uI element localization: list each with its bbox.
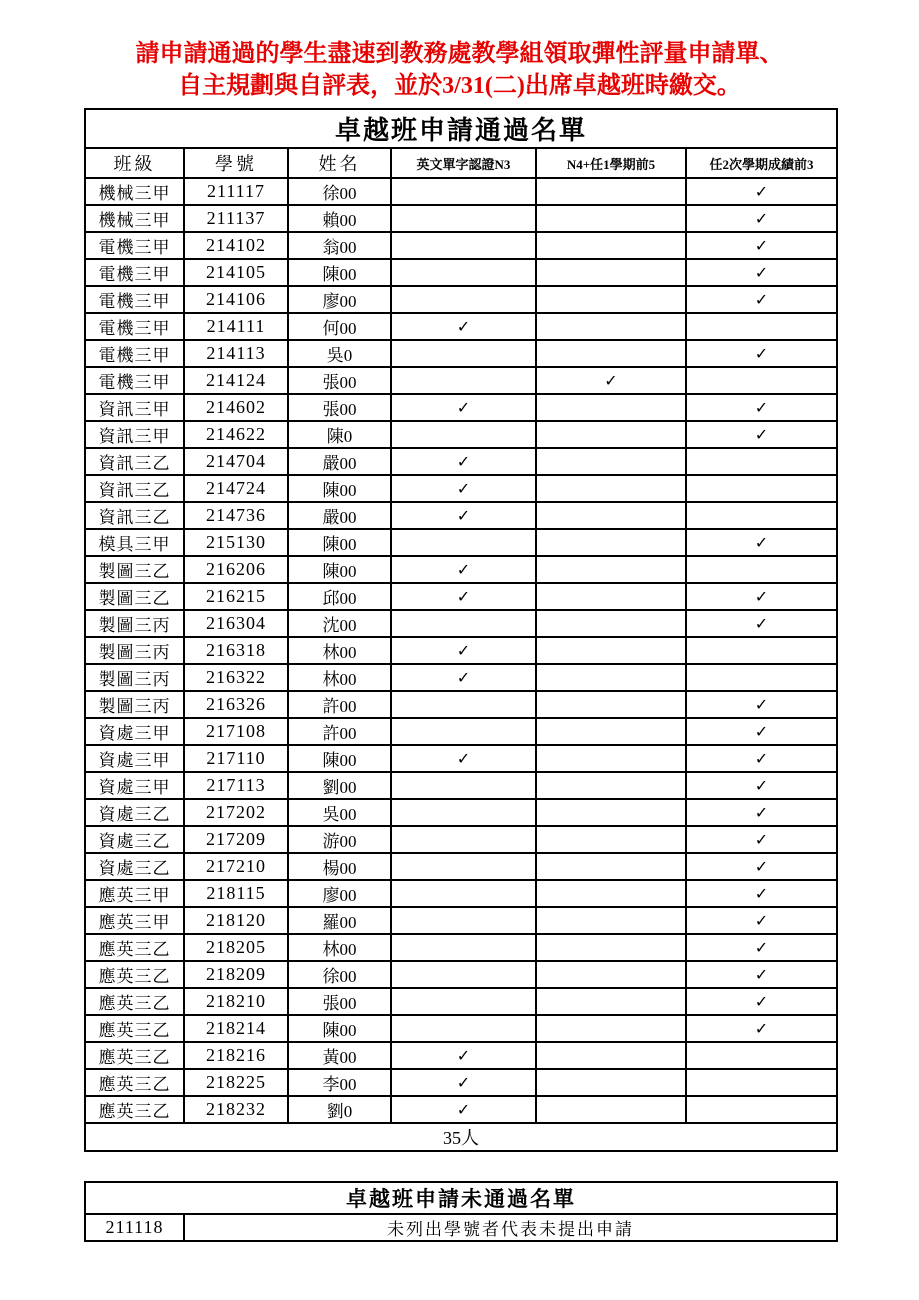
check-cell-n4-top5: ✓ — [536, 367, 686, 394]
check-cell-english-n3: ✓ — [391, 745, 536, 772]
check-cell-english-n3 — [391, 826, 536, 853]
student-id-cell: 218210 — [184, 988, 288, 1015]
check-cell-top3: ✓ — [686, 529, 837, 556]
student-id-cell: 216322 — [184, 664, 288, 691]
check-cell-top3: ✓ — [686, 880, 837, 907]
check-cell-n4-top5 — [536, 826, 686, 853]
check-cell-top3 — [686, 637, 837, 664]
name-cell: 游00 — [288, 826, 391, 853]
check-cell-n4-top5 — [536, 691, 686, 718]
check-cell-top3: ✓ — [686, 259, 837, 286]
name-cell: 陳00 — [288, 745, 391, 772]
check-cell-top3: ✓ — [686, 421, 837, 448]
student-id-cell: 215130 — [184, 529, 288, 556]
notice-line-2: 自主規劃與自評表，並於3/31(二)出席卓越班時繳交。 — [178, 73, 741, 99]
table-row — [85, 313, 837, 340]
check-cell-english-n3 — [391, 1015, 536, 1042]
check-cell-english-n3: ✓ — [391, 1042, 536, 1069]
table-row — [85, 826, 837, 853]
table-row — [85, 367, 837, 394]
table-row — [85, 286, 837, 313]
class-cell: 電機三甲 — [85, 367, 184, 394]
check-cell-english-n3 — [391, 772, 536, 799]
check-cell-top3: ✓ — [686, 205, 837, 232]
name-cell: 陳00 — [288, 259, 391, 286]
table-row — [85, 583, 837, 610]
student-id-cell: 217202 — [184, 799, 288, 826]
check-cell-n4-top5 — [536, 556, 686, 583]
student-id-cell: 218225 — [184, 1069, 288, 1096]
table-row — [85, 556, 837, 583]
check-cell-english-n3 — [391, 367, 536, 394]
table-row — [85, 475, 837, 502]
class-cell: 資訊三甲 — [85, 394, 184, 421]
check-cell-n4-top5 — [536, 772, 686, 799]
total-row — [85, 1123, 837, 1151]
check-cell-top3: ✓ — [686, 286, 837, 313]
student-id-cell: 217113 — [184, 772, 288, 799]
class-cell: 資訊三乙 — [85, 502, 184, 529]
check-cell-n4-top5 — [536, 934, 686, 961]
check-cell-top3 — [686, 664, 837, 691]
check-cell-n4-top5 — [536, 907, 686, 934]
check-cell-top3 — [686, 313, 837, 340]
check-cell-english-n3: ✓ — [391, 313, 536, 340]
name-cell: 林00 — [288, 664, 391, 691]
name-cell: 羅00 — [288, 907, 391, 934]
check-cell-top3 — [686, 556, 837, 583]
check-cell-english-n3 — [391, 880, 536, 907]
name-cell: 張00 — [288, 394, 391, 421]
class-cell: 應英三乙 — [85, 1015, 184, 1042]
class-cell: 電機三甲 — [85, 232, 184, 259]
student-id-cell: 217108 — [184, 718, 288, 745]
table-title-row — [85, 109, 837, 148]
name-cell: 嚴00 — [288, 502, 391, 529]
name-cell: 吳00 — [288, 799, 391, 826]
student-id-cell: 211137 — [184, 205, 288, 232]
check-cell-english-n3: ✓ — [391, 556, 536, 583]
student-id-cell: 218120 — [184, 907, 288, 934]
rejected-table-title-row — [85, 1182, 837, 1214]
check-cell-english-n3 — [391, 961, 536, 988]
check-cell-english-n3 — [391, 988, 536, 1015]
check-cell-top3: ✓ — [686, 961, 837, 988]
class-cell: 資訊三乙 — [85, 475, 184, 502]
table-row — [85, 745, 837, 772]
check-cell-top3: ✓ — [686, 826, 837, 853]
student-id-cell: 218232 — [184, 1096, 288, 1123]
table-row — [85, 664, 837, 691]
table-row — [85, 961, 837, 988]
check-cell-top3 — [686, 1096, 837, 1123]
name-cell: 楊00 — [288, 853, 391, 880]
table-row — [85, 907, 837, 934]
check-cell-top3 — [686, 502, 837, 529]
check-cell-english-n3: ✓ — [391, 448, 536, 475]
name-cell: 陳00 — [288, 529, 391, 556]
check-cell-n4-top5 — [536, 313, 686, 340]
table-row — [85, 988, 837, 1015]
check-cell-english-n3: ✓ — [391, 664, 536, 691]
notice-line-1: 請申請通過的學生盡速到教務處教學組領取彈性評量申請單、 — [135, 41, 784, 67]
class-cell: 資訊三甲 — [85, 421, 184, 448]
class-cell: 應英三甲 — [85, 880, 184, 907]
table-row — [85, 637, 837, 664]
check-cell-top3 — [686, 367, 837, 394]
name-cell: 嚴00 — [288, 448, 391, 475]
name-cell: 許00 — [288, 718, 391, 745]
column-header-row — [85, 148, 837, 178]
name-cell: 林00 — [288, 637, 391, 664]
table-row — [85, 772, 837, 799]
student-id-cell: 216206 — [184, 556, 288, 583]
name-cell: 陳0 — [288, 421, 391, 448]
class-cell: 應英三乙 — [85, 1069, 184, 1096]
table-row — [85, 178, 837, 205]
table-row — [85, 880, 837, 907]
name-cell: 黃00 — [288, 1042, 391, 1069]
student-id-cell: 218216 — [184, 1042, 288, 1069]
name-cell: 徐00 — [288, 178, 391, 205]
student-id-cell: 214602 — [184, 394, 288, 421]
student-id-cell: 216318 — [184, 637, 288, 664]
column-header-english-n3: 英文單字認證N3 — [391, 148, 536, 178]
student-id-cell: 214102 — [184, 232, 288, 259]
student-id-cell: 214736 — [184, 502, 288, 529]
check-cell-n4-top5 — [536, 961, 686, 988]
class-cell: 機械三甲 — [85, 205, 184, 232]
check-cell-top3: ✓ — [686, 583, 837, 610]
column-header-name: 姓名 — [288, 148, 391, 178]
rejected-table-row — [85, 1214, 837, 1241]
check-cell-top3: ✓ — [686, 691, 837, 718]
check-cell-english-n3 — [391, 718, 536, 745]
check-cell-n4-top5 — [536, 718, 686, 745]
table-row — [85, 610, 837, 637]
column-header-n4-top5: N4+任1學期前5 — [536, 148, 686, 178]
student-id-cell: 214105 — [184, 259, 288, 286]
check-cell-top3: ✓ — [686, 988, 837, 1015]
class-cell: 電機三甲 — [85, 313, 184, 340]
table-row — [85, 394, 837, 421]
check-cell-top3: ✓ — [686, 799, 837, 826]
check-cell-n4-top5 — [536, 1069, 686, 1096]
name-cell: 翁00 — [288, 232, 391, 259]
check-cell-n4-top5 — [536, 178, 686, 205]
student-id-cell: 214724 — [184, 475, 288, 502]
column-header-top3: 任2次學期成績前3 — [686, 148, 837, 178]
name-cell: 林00 — [288, 934, 391, 961]
class-cell: 製圖三乙 — [85, 583, 184, 610]
check-cell-english-n3: ✓ — [391, 475, 536, 502]
check-cell-top3: ✓ — [686, 718, 837, 745]
rejected-table-title: 卓越班申請未通過名單 — [85, 1182, 837, 1214]
class-cell: 資處三甲 — [85, 718, 184, 745]
table-row — [85, 799, 837, 826]
check-cell-n4-top5 — [536, 340, 686, 367]
check-cell-english-n3 — [391, 691, 536, 718]
name-cell: 吳0 — [288, 340, 391, 367]
class-cell: 製圖三丙 — [85, 664, 184, 691]
check-cell-top3: ✓ — [686, 772, 837, 799]
check-cell-n4-top5 — [536, 988, 686, 1015]
class-cell: 應英三乙 — [85, 1096, 184, 1123]
table-row — [85, 718, 837, 745]
class-cell: 電機三甲 — [85, 259, 184, 286]
check-cell-english-n3 — [391, 178, 536, 205]
check-cell-top3: ✓ — [686, 394, 837, 421]
name-cell: 陳00 — [288, 556, 391, 583]
check-cell-top3: ✓ — [686, 178, 837, 205]
rejected-list-table — [84, 1181, 838, 1242]
column-header-class: 班級 — [85, 148, 184, 178]
table-row — [85, 448, 837, 475]
check-cell-english-n3 — [391, 232, 536, 259]
check-cell-n4-top5 — [536, 637, 686, 664]
name-cell: 許00 — [288, 691, 391, 718]
check-cell-n4-top5 — [536, 529, 686, 556]
student-id-cell: 216215 — [184, 583, 288, 610]
table-row — [85, 691, 837, 718]
check-cell-top3: ✓ — [686, 934, 837, 961]
check-cell-english-n3 — [391, 286, 536, 313]
student-id-cell: 216326 — [184, 691, 288, 718]
check-cell-n4-top5 — [536, 448, 686, 475]
class-cell: 機械三甲 — [85, 178, 184, 205]
check-cell-n4-top5 — [536, 475, 686, 502]
class-cell: 應英三乙 — [85, 988, 184, 1015]
name-cell: 沈00 — [288, 610, 391, 637]
table-row — [85, 1096, 837, 1123]
class-cell: 電機三甲 — [85, 340, 184, 367]
class-cell: 資處三乙 — [85, 826, 184, 853]
check-cell-english-n3: ✓ — [391, 1069, 536, 1096]
name-cell: 賴00 — [288, 205, 391, 232]
check-cell-english-n3 — [391, 340, 536, 367]
student-id-cell: 217209 — [184, 826, 288, 853]
check-cell-top3: ✓ — [686, 853, 837, 880]
check-cell-english-n3 — [391, 799, 536, 826]
class-cell: 資處三乙 — [85, 853, 184, 880]
check-cell-top3 — [686, 1042, 837, 1069]
check-cell-top3 — [686, 1069, 837, 1096]
approved-table-body — [85, 178, 837, 1123]
check-cell-english-n3 — [391, 421, 536, 448]
table-row — [85, 259, 837, 286]
table-row — [85, 934, 837, 961]
check-cell-n4-top5 — [536, 205, 686, 232]
check-cell-english-n3 — [391, 610, 536, 637]
table-row — [85, 1042, 837, 1069]
class-cell: 資處三甲 — [85, 745, 184, 772]
table-row — [85, 853, 837, 880]
student-id-cell: 218205 — [184, 934, 288, 961]
class-cell: 製圖三丙 — [85, 691, 184, 718]
column-header-student-id: 學號 — [184, 148, 288, 178]
check-cell-top3: ✓ — [686, 1015, 837, 1042]
name-cell: 廖00 — [288, 286, 391, 313]
name-cell: 陳00 — [288, 475, 391, 502]
name-cell: 徐00 — [288, 961, 391, 988]
check-cell-n4-top5 — [536, 799, 686, 826]
check-cell-top3: ✓ — [686, 340, 837, 367]
check-cell-english-n3 — [391, 205, 536, 232]
check-cell-english-n3: ✓ — [391, 1096, 536, 1123]
student-id-cell: 214113 — [184, 340, 288, 367]
name-cell: 李00 — [288, 1069, 391, 1096]
rejected-student-id: 211118 — [85, 1214, 184, 1241]
approved-list-table — [84, 108, 838, 1152]
class-cell: 應英三乙 — [85, 934, 184, 961]
check-cell-n4-top5 — [536, 583, 686, 610]
student-id-cell: 217110 — [184, 745, 288, 772]
approved-table-title: 卓越班申請通過名單 — [85, 109, 837, 148]
check-cell-n4-top5 — [536, 421, 686, 448]
check-cell-n4-top5 — [536, 1015, 686, 1042]
check-cell-n4-top5 — [536, 286, 686, 313]
check-cell-english-n3 — [391, 934, 536, 961]
table-row — [85, 340, 837, 367]
student-id-cell: 218214 — [184, 1015, 288, 1042]
check-cell-english-n3: ✓ — [391, 637, 536, 664]
student-id-cell: 214704 — [184, 448, 288, 475]
class-cell: 資訊三乙 — [85, 448, 184, 475]
class-cell: 模具三甲 — [85, 529, 184, 556]
student-id-cell: 218209 — [184, 961, 288, 988]
check-cell-n4-top5 — [536, 853, 686, 880]
table-row — [85, 421, 837, 448]
student-id-cell: 211117 — [184, 178, 288, 205]
check-cell-top3: ✓ — [686, 232, 837, 259]
name-cell: 張00 — [288, 367, 391, 394]
name-cell: 劉00 — [288, 772, 391, 799]
student-id-cell: 216304 — [184, 610, 288, 637]
name-cell: 陳00 — [288, 1015, 391, 1042]
check-cell-english-n3 — [391, 907, 536, 934]
class-cell: 資處三甲 — [85, 772, 184, 799]
notice-text — [0, 38, 919, 102]
class-cell: 製圖三丙 — [85, 637, 184, 664]
total-count: 35人 — [85, 1123, 837, 1151]
check-cell-english-n3 — [391, 853, 536, 880]
check-cell-top3 — [686, 448, 837, 475]
check-cell-english-n3: ✓ — [391, 394, 536, 421]
check-cell-english-n3 — [391, 529, 536, 556]
check-cell-n4-top5 — [536, 502, 686, 529]
class-cell: 製圖三丙 — [85, 610, 184, 637]
table-row — [85, 205, 837, 232]
check-cell-n4-top5 — [536, 664, 686, 691]
class-cell: 電機三甲 — [85, 286, 184, 313]
check-cell-english-n3: ✓ — [391, 502, 536, 529]
check-cell-top3: ✓ — [686, 745, 837, 772]
class-cell: 製圖三乙 — [85, 556, 184, 583]
name-cell: 劉0 — [288, 1096, 391, 1123]
student-id-cell: 214124 — [184, 367, 288, 394]
class-cell: 應英三乙 — [85, 1042, 184, 1069]
class-cell: 應英三甲 — [85, 907, 184, 934]
name-cell: 何00 — [288, 313, 391, 340]
check-cell-n4-top5 — [536, 259, 686, 286]
class-cell: 資處三乙 — [85, 799, 184, 826]
table-row — [85, 502, 837, 529]
name-cell: 邱00 — [288, 583, 391, 610]
check-cell-english-n3: ✓ — [391, 583, 536, 610]
check-cell-n4-top5 — [536, 1042, 686, 1069]
student-id-cell: 218115 — [184, 880, 288, 907]
check-cell-n4-top5 — [536, 610, 686, 637]
check-cell-english-n3 — [391, 259, 536, 286]
table-row — [85, 232, 837, 259]
table-row — [85, 1069, 837, 1096]
check-cell-top3: ✓ — [686, 610, 837, 637]
class-cell: 應英三乙 — [85, 961, 184, 988]
check-cell-n4-top5 — [536, 232, 686, 259]
student-id-cell: 214111 — [184, 313, 288, 340]
check-cell-top3: ✓ — [686, 907, 837, 934]
student-id-cell: 214106 — [184, 286, 288, 313]
student-id-cell: 214622 — [184, 421, 288, 448]
student-id-cell: 217210 — [184, 853, 288, 880]
check-cell-n4-top5 — [536, 880, 686, 907]
name-cell: 廖00 — [288, 880, 391, 907]
check-cell-n4-top5 — [536, 394, 686, 421]
rejected-note: 未列出學號者代表未提出申請 — [184, 1214, 837, 1241]
name-cell: 張00 — [288, 988, 391, 1015]
check-cell-n4-top5 — [536, 1096, 686, 1123]
table-row — [85, 529, 837, 556]
table-row — [85, 1015, 837, 1042]
check-cell-top3 — [686, 475, 837, 502]
check-cell-n4-top5 — [536, 745, 686, 772]
